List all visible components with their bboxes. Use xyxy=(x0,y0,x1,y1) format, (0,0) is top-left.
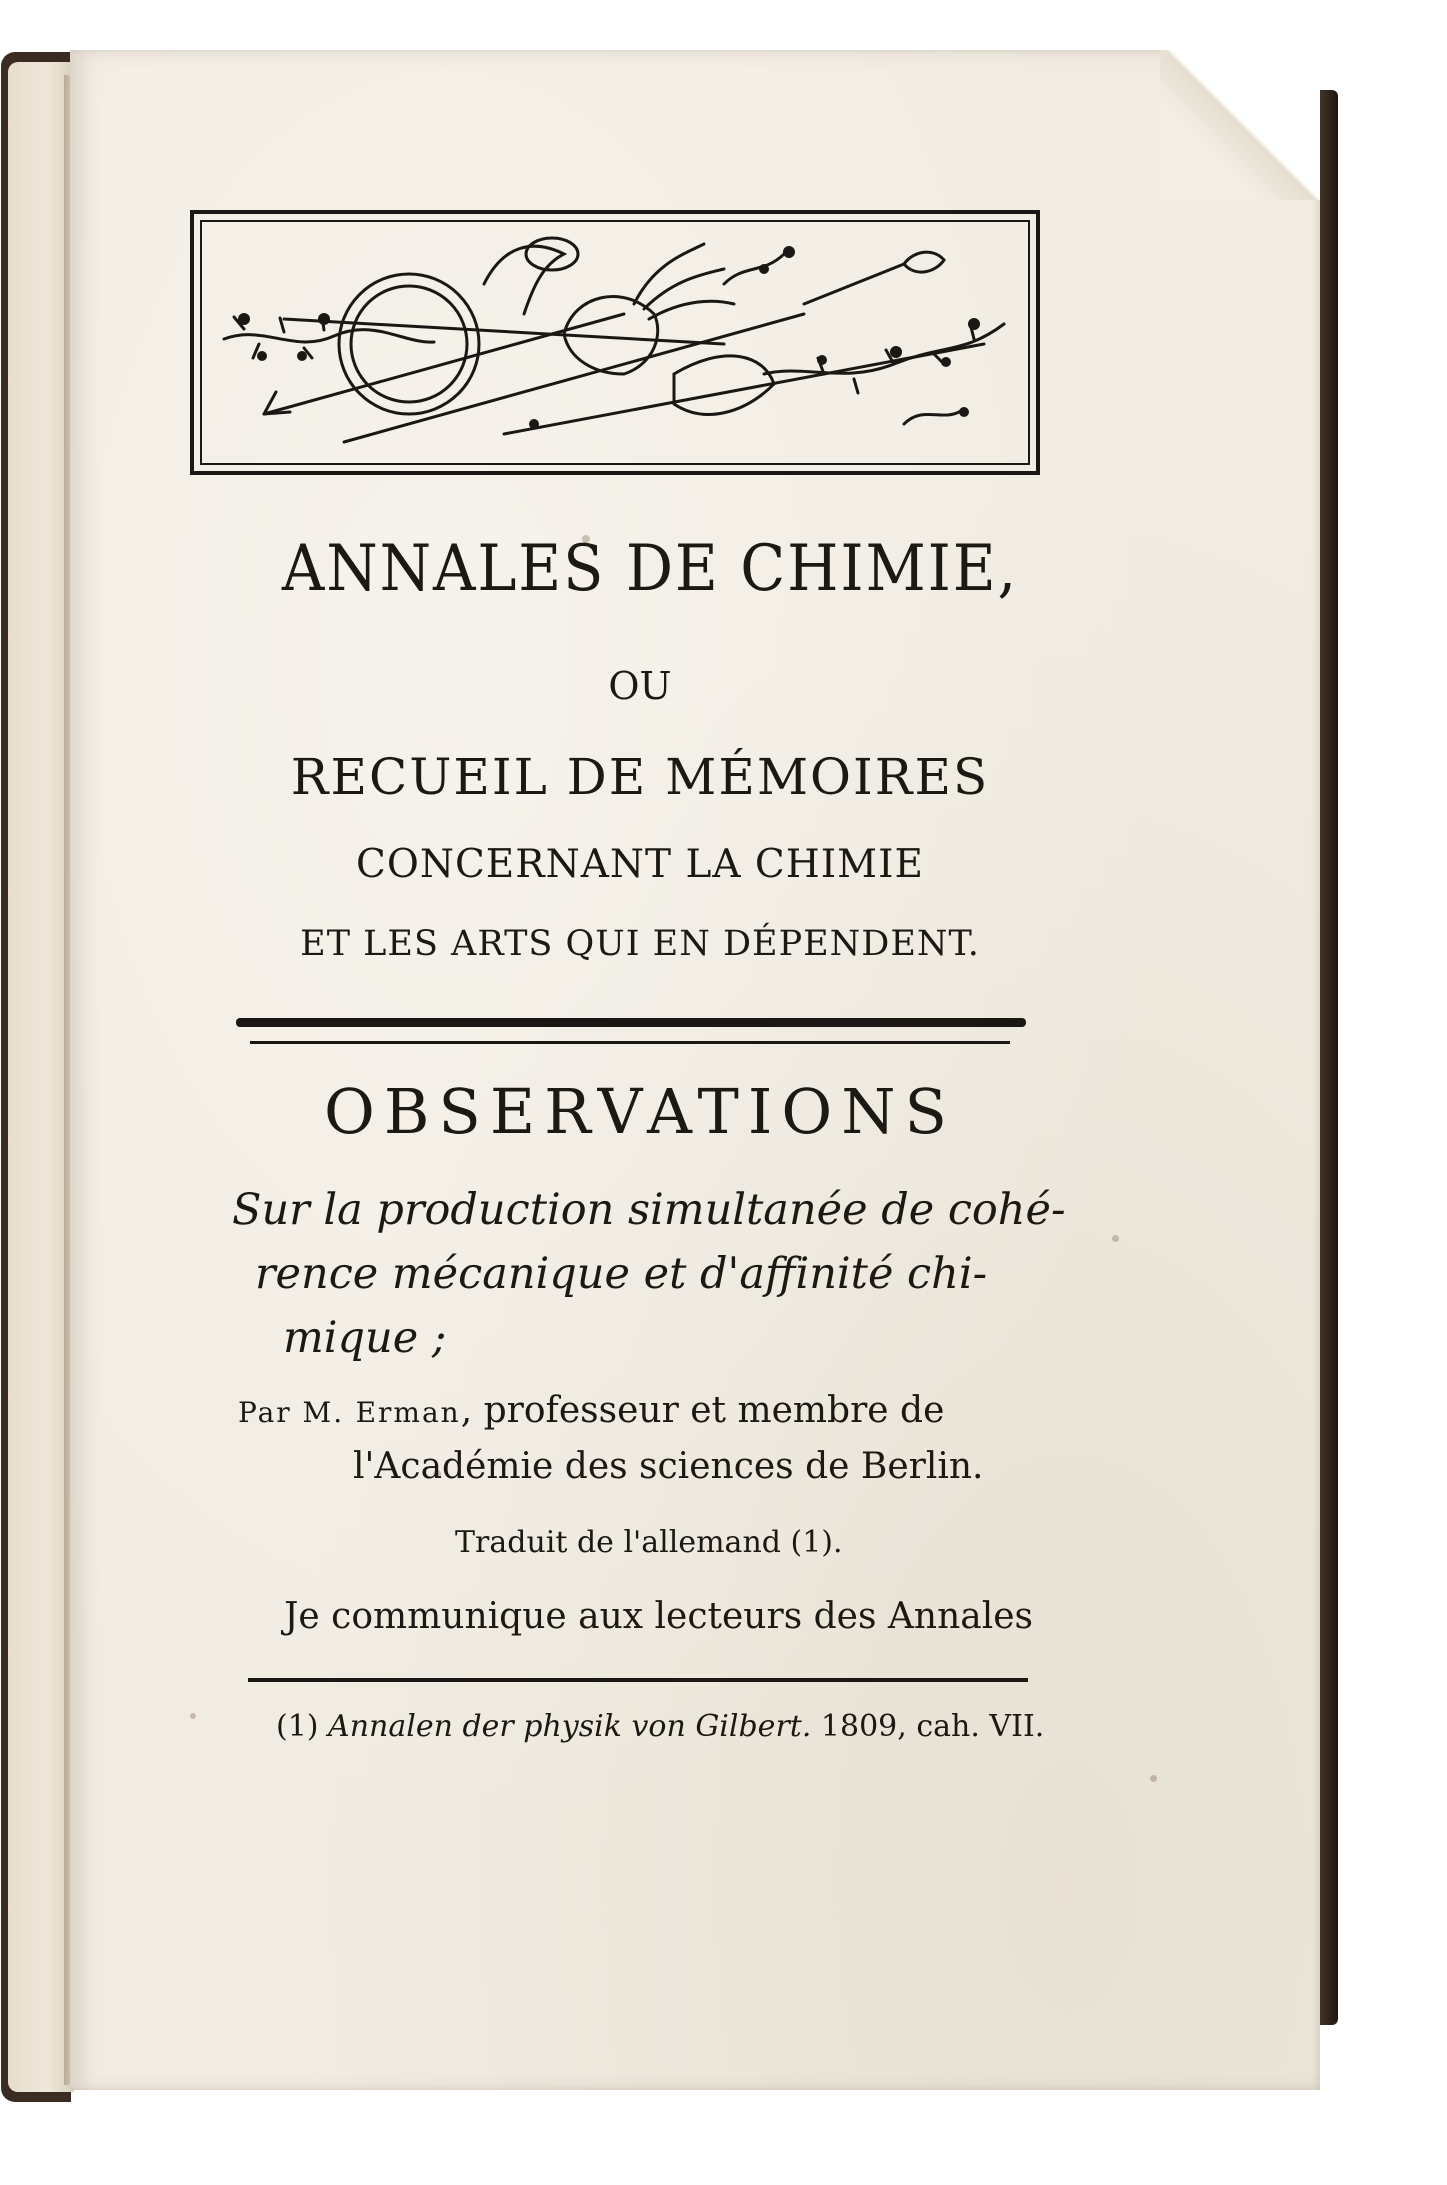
journal-title: ANNALES DE CHIMIE, xyxy=(281,532,1019,606)
footnote-marker: (1) xyxy=(276,1709,319,1744)
footnote-details: 1809, cah. VII. xyxy=(820,1709,1045,1744)
author-affiliation: , professeur et membre de xyxy=(460,1390,945,1431)
footnote-source: Annalen der physik von Gilbert. xyxy=(328,1709,812,1744)
engraved-vignette xyxy=(190,210,1040,475)
footnote-rule xyxy=(248,1678,1028,1682)
divider-rule-thick xyxy=(236,1018,1026,1027)
title-connector: OU xyxy=(608,664,672,708)
article-subheading-line: Sur la production simultanée de cohé- xyxy=(232,1185,1066,1235)
body-text-start: Je communique aux lecteurs des Annales xyxy=(284,1596,1034,1637)
translation-note: Traduit de l'allemand (1). xyxy=(455,1525,843,1560)
author-name: Erman xyxy=(355,1396,461,1429)
divider-rule-thin xyxy=(250,1041,1010,1044)
journal-subtitle: RECUEIL DE MÉMOIRES xyxy=(290,748,990,806)
author-byline xyxy=(238,1390,944,1431)
footnote xyxy=(276,1709,1044,1744)
journal-subtitle-line-3: ET LES ARTS QUI EN DÉPENDENT. xyxy=(300,924,980,964)
author-affiliation-line-2: l'Académie des sciences de Berlin. xyxy=(353,1446,984,1487)
article-subheading-line: rence mécanique et d'affinité chi- xyxy=(255,1249,988,1299)
article-heading: OBSERVATIONS xyxy=(324,1075,956,1148)
trophy-ornament-icon xyxy=(204,224,1026,461)
byline-prefix: Par M. xyxy=(238,1396,345,1429)
article-subheading-line: mique ; xyxy=(283,1313,447,1363)
journal-subtitle-line-2: CONCERNANT LA CHIMIE xyxy=(356,842,924,887)
